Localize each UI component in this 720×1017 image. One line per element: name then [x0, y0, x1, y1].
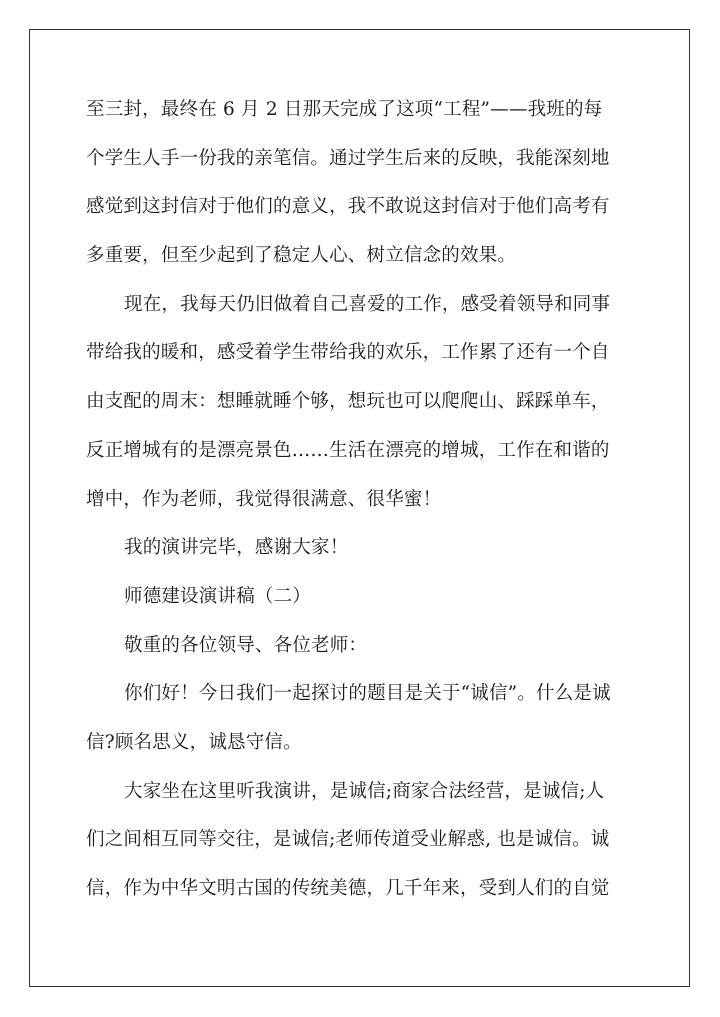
text-line: 现在，我每天仍旧做着自己喜爱的工作，感受着领导和同事	[124, 293, 611, 315]
text-line: 感觉到这封信对于他们的意义，我不敢说这封信对于他们高考有	[86, 196, 610, 218]
text-line: 多重要，但至少起到了稳定人心、树立信念的效果。	[86, 245, 517, 267]
text-line: 至三封，最终在 6 月 2 日那天完成了这项“工程”——我班的每	[86, 99, 603, 120]
text-line: 增中，作为老师，我觉得很满意、很华蜜！	[86, 488, 442, 510]
text-line: 们之间相互同等交往，是诚信;老师传道受业解惑, 也是诚信。诚	[86, 829, 610, 851]
text-line: 反正增城有的是漂亮景色……生活在漂亮的增城，工作在和谐的	[86, 439, 610, 461]
text-line: 你们好！今日我们一起探讨的题目是关于“诚信”。什么是诚	[124, 683, 611, 705]
text-line: 带给我的暖和，感受着学生带给我的欢乐，工作累了还有一个自	[86, 342, 610, 364]
text-line: 由支配的周末：想睡就睡个够，想玩也可以爬爬山、踩踩单车，	[86, 391, 610, 413]
text-line: 我的演讲完毕，感谢大家！	[124, 537, 349, 559]
document-body	[86, 86, 636, 914]
section-heading: 师德建设演讲稿（二）	[124, 585, 312, 607]
text-line: 信，作为中华文明古国的传统美德，几千年来，受到人们的自觉	[86, 878, 610, 899]
salutation: 敬重的各位领导、各位老师：	[124, 634, 368, 656]
text-line: 个学生人手一份我的亲笔信。通过学生后来的反映，我能深刻地	[86, 147, 610, 169]
text-line: 信?顾名思义，诚恳守信。	[86, 731, 302, 753]
text-line: 大家坐在这里听我演讲，是诚信;商家合法经营，是诚信;人	[124, 780, 605, 802]
